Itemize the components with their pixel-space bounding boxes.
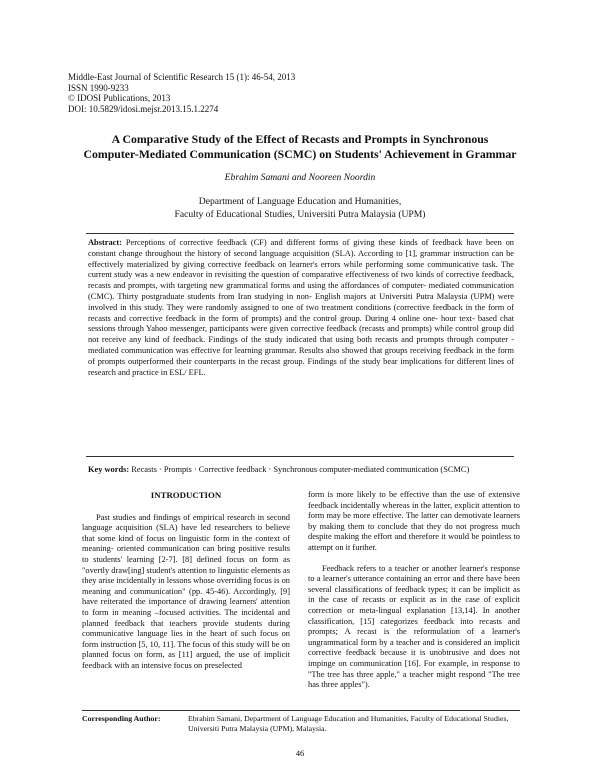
keywords-label: Key words: — [88, 465, 130, 474]
abstract-bottom-rule — [86, 456, 514, 457]
corresponding-author — [82, 714, 520, 734]
journal-meta — [68, 72, 548, 114]
affiliation-line-2: Faculty of Educational Studies, Universiti Putra Malaysia (UPM) — [174, 208, 426, 220]
keywords-text: Recasts · Prompts · Corrective feedback · Synchronous computer-mediated communication (SCMC) — [131, 465, 470, 474]
introduction-heading: INTRODUCTION — [150, 490, 222, 500]
corresponding-author-label: Corresponding Author: — [82, 714, 161, 723]
intro-paragraph-3: Feedback refers to a teacher or another learner's response to a learner's utterance containing an error and there have been several classifications of feedback types; it can be implicit as in the case of recasts or explicit as in the case of explicit correction or meta-lingual explanation [13,14]. In another classification, [15] categorizes feedback into recasts and prompts; A recast is the reformulation of a learner's ungrammatical form by a teacher and is considered an implicit corrective feedback because it is unobtrusive and does not impinge on communication [16]. For example, in response to "The tree has three apple," a teacher might respond "The tree has three apples"). — [308, 563, 520, 690]
abstract — [88, 238, 514, 378]
right-column — [308, 490, 520, 691]
affiliation — [60, 196, 540, 221]
journal-citation: Middle-East Journal of Scientific Research 15 (1): 46-54, 2013 — [68, 72, 296, 82]
corresponding-author-text: Ebrahim Samani, Department of Language Education and Humanities, Faculty of Educational Studies, Universiti Putra Malaysia (UPM), Malaysia. — [188, 714, 509, 733]
keywords — [88, 464, 514, 475]
abstract-top-rule — [86, 233, 514, 234]
authors: Ebrahim Samani and Nooreen Noordin — [224, 172, 376, 183]
doi: DOI: 10.5829/idosi.mejsr.2013.15.1.2274 — [68, 103, 219, 114]
title-line-1: A Comparative Study of the Effect of Recasts and Prompts in Synchronous — [111, 132, 489, 146]
footer-rule — [82, 710, 520, 711]
intro-paragraph-2: form is more likely to be effective than the use of extensive feedback incidentally whereas in the latter, explicit attention to form may be more effective. The latter can demotivate learners by making them to conclude that they do not progress much despite making the effort and therefore it would be pointless to attempt on it further. — [308, 490, 520, 552]
left-column — [82, 490, 290, 672]
abstract-label: Abstract: — [88, 238, 122, 247]
paper-title — [60, 132, 540, 162]
title-line-2: Computer-Mediated Communication (SCMC) on Students' Achievement in Grammar — [83, 147, 517, 161]
issn: ISSN 1990-9233 — [68, 82, 129, 93]
page-number: 46 — [295, 748, 305, 758]
affiliation-line-1: Department of Language Education and Humanities, — [198, 196, 402, 207]
intro-paragraph-1: Past studies and findings of empirical research in second language acquisition (SLA) have led researchers to believe that some kind of focus on linguistic form in the context of meaning- oriented communication can bring positive results to students' learning [2-7]. [8] defined focus on form as "overtly draw[ing] student's attention to linguistic elements as they arise incidentally in lessons whose overriding focus is on meaning and communication" (pp. 45-46). Accordingly, [9] have reiterated the importance of drawing learners' attention to form in meaning –focused activities. The incidental and planned feedback that teachers provide students during communicative language lies in the heart of such focus on form instruction [5, 10, 11]. The focus of this study will be on planned focus on form, as [11] argued, the use of implicit feedback with an intensive focus on preselected — [82, 512, 290, 670]
abstract-text: Perceptions of corrective feedback (CF) and different forms of giving these kinds of feedback have been on constant change throughout the history of second language acquisition (SLA). According to [1], grammar instruction can be effectively materialized by giving corrective feedback on learner's errors while performing some communicative task. The current study was a new endeavor in revisiting the question of comparative effectiveness of two kinds of corrective feedback, recasts and prompts, with targeting new grammatical forms and using the affordances of computer- mediated communication (CMC). Thirty postgraduate students from Iran studying in non- English majors at Universiti Putra Malaysia (UPM) were involved in this study. They were randomly assigned to one of two treatment conditions (corrective feedback in the form of recasts and corrective feedback in the form of prompts) and the control group. During 4 online one- hour text- based chat sessions through Yahoo messenger, participants were given corrective feedback (recasts and prompts) while control group did not receive any kind of feedback. Findings of the study indicated that using both recasts and prompts through computer - mediated communication was effective for learning grammar. Results also showed that groups receiving feedback in the form of prompts outperformed their counterparts in the recast group. Findings of the study bear implications for different lines of research and practice in ESL/ EFL. — [88, 238, 514, 377]
copyright: © IDOSI Publications, 2013 — [68, 93, 171, 104]
